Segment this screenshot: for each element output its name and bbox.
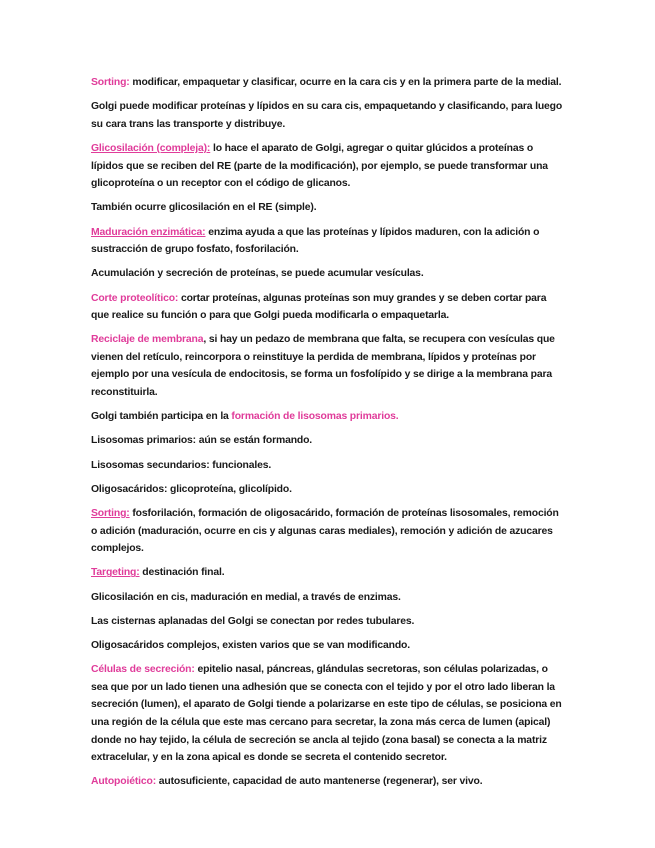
paragraph-text: Oligosacáridos: glicoproteína, glicolípido.: [91, 483, 292, 495]
paragraph-text: Glicosilación en cis, maduración en medial, a través de enzimas.: [91, 591, 401, 603]
paragraph-oligosacaridos: [91, 481, 567, 499]
paragraph-lisosomas-secundarios: [91, 457, 567, 475]
paragraph-golgi-modify: [91, 98, 567, 133]
term: Autopoiético:: [91, 776, 157, 788]
paragraph-glicosilacion-re: [91, 199, 567, 217]
paragraph-text: destinación final.: [139, 567, 225, 579]
paragraph-text: Golgi también participa en la: [91, 411, 232, 423]
term: Células de secreción:: [91, 664, 195, 676]
paragraph-text: fosforilación, formación de oligosacárido, formación de proteínas lisosomales, remoción o adición (maduración, ocurre en cis y algunas caras mediales), remoción y adición de azucares complejos.: [91, 508, 559, 555]
paragraph-sorting-2: [91, 505, 567, 558]
paragraph-lisosomas: [91, 408, 567, 426]
term: Maduración enzimática:: [91, 226, 206, 238]
paragraph-text: Oligosacáridos complejos, existen varios que se van modificando.: [91, 639, 410, 651]
paragraph-text: También ocurre glicosilación en el RE (simple).: [91, 202, 317, 214]
paragraph-oligosacaridos-complejos: [91, 637, 567, 655]
paragraph-text: epitelio nasal, páncreas, glándulas secretoras, son células polarizadas, o sea que por un lado tienen una adhesión que se conecta con el tejido y por el otro lado liberan la secreción (lumen), el aparato de Golgi tiende a polarizarse en este tipo de células, se posiciona en una región de la célula que este mas cercano para secretar, la zona más cerca de lumen (apical) donde no hay tejido, la célula de secreción se ancla al tejido (zona basal) se conecta a la matriz extracelular, y en la zona apical es donde se secreta el contenido secretor.: [91, 664, 562, 764]
paragraph-cisternas: [91, 613, 567, 631]
paragraph-targeting: [91, 564, 567, 582]
paragraph-text: Lisosomas secundarios: funcionales.: [91, 459, 272, 471]
term: Sorting:: [91, 508, 130, 519]
paragraph-sorting-1: [91, 74, 567, 92]
paragraph-reciclaje: [91, 331, 567, 401]
paragraph-text: cortar proteínas, algunas proteínas son muy grandes y se deben cortar para que realice su función o para que Golgi pueda modificarla o empaquetarla.: [91, 292, 547, 322]
paragraph-corte: [91, 290, 567, 325]
term: Targeting:: [91, 567, 140, 579]
paragraph-text: modificar, empaquetar y clasificar, ocurre en la cara cis y en la primera parte de la medial.: [129, 77, 562, 88]
paragraph-maduracion: [91, 224, 567, 259]
paragraph-autopoietico: [91, 773, 567, 791]
term: Corte proteolítico:: [91, 292, 179, 304]
term: Sorting:: [91, 77, 130, 88]
paragraph-text: autosuficiente, capacidad de auto mantenerse (regenerar), ser vivo.: [156, 776, 483, 788]
paragraph-glicosilacion-cis: [91, 589, 567, 607]
paragraph-text: , si hay un pedazo de membrana que falta, se recupera con vesículas que vienen del retículo, reincorpora o reinstituye la perdida de membrana, lípidos y proteínas por ejemplo por una vesícula de endocitosis, se forma un fosfolípido y se dirige a la membrana para reconstituirla.: [91, 334, 555, 399]
paragraph-text: lo hace el aparato de Golgi, agregar o quitar glúcidos a proteínas o lípidos que se reciben del RE (parte de la modificación), por ejemplo, se puede transformar una glicoproteína o un receptor con el código de glicanos.: [91, 142, 548, 190]
term: Reciclaje de membrana: [91, 334, 204, 346]
paragraph-lisosomas-primarios: [91, 432, 567, 450]
paragraph-text: Acumulación y secreción de proteínas, se puede acumular vesículas.: [91, 268, 424, 280]
paragraph-text: Lisosomas primarios: aún se están formando.: [91, 435, 313, 447]
paragraph-acumulacion: [91, 265, 567, 283]
paragraph-text: Golgi puede modificar proteínas y lípidos en su cara cis, empaquetando y clasificando, para luego su cara trans las transporte y distribuye.: [91, 101, 563, 130]
paragraph-text: enzima ayuda a que las proteínas y lípidos maduren, con la adición o sustracción de grupo fosfato, fosforilación.: [91, 226, 540, 256]
paragraph-text: Las cisternas aplanadas del Golgi se conectan por redes tubulares.: [91, 615, 415, 627]
term: Glicosilación (compleja):: [91, 142, 211, 154]
term: formación de lisosomas primarios.: [231, 411, 399, 423]
paragraph-glicosilacion: [91, 140, 567, 193]
paragraph-celulas-secrecion: [91, 661, 567, 767]
